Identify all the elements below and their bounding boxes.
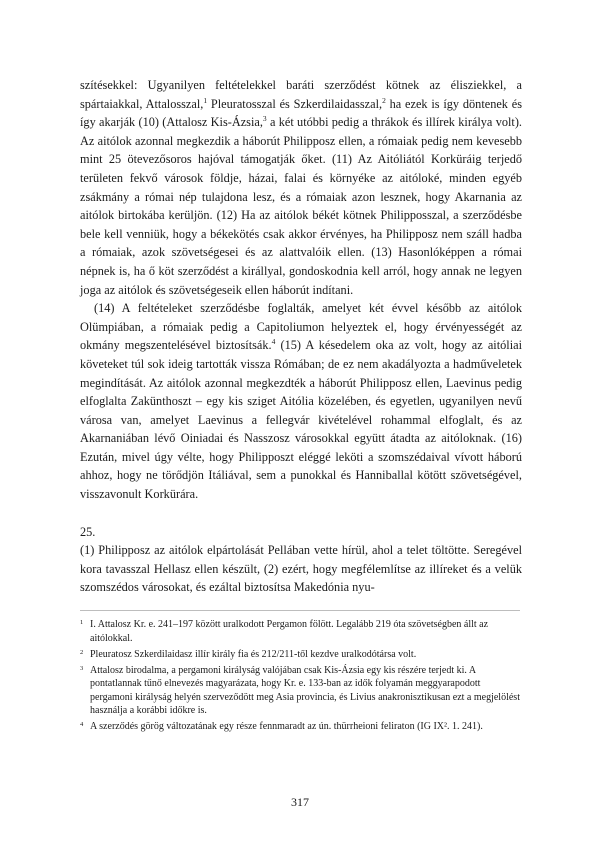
footnotes (80, 618, 522, 736)
section-number: 25. (80, 524, 96, 539)
footnote-text: Pleuratosz Szkerdilaidasz illír király fia és 212/211-től kezdve uralkodótársa volt. (90, 648, 417, 660)
paragraph-2-text-b: (15) A késedelem oka az volt, hogy az aitóliai követeket túl sok ideig tartották vissza Rómában; de ez nem akadályozta a hadműveletek megindítását. Az aitólok azonnal megkezdték a háborút Philipposz ellen, Laevinus pedig elfoglalta Zakünthoszt – egy kis sziget Aitólia közelében, és egyetlen, ugyanilyen nevű városa van, amelyet Laevinus a fellegvár kivételével rohammal elfoglalt, és az Akarnaniában lévő Oiniadai és Nasszosz városokkal együtt átadta az aitóloknak. (16) Ezután, mivel úgy vélte, hogy Philipposzt eléggé leköti a szomszédaival vívott háború ahhoz, hogy ne törődjön Itáliával, sem a punokkal és Hanniballal kötött szövetségével, visszavonult Korkürára. (80, 338, 522, 502)
paragraph-1 (80, 76, 522, 299)
paragraph-3: (1) Philipposz az aitólok elpártolását Pellában vette hírül, ahol a telet töltötte. Seregével kora tavasszal Hellasz ellen készült, (2) ezért, hogy megfélemlítse az illíreket és a velük szomszédos városokat, és ezáltal biztosítsa Makedónia nyu- (80, 543, 522, 595)
footnote-ref-1: 1 (203, 95, 208, 105)
footnote-text: I. Attalosz Kr. e. 241–197 között uralkodott Pergamon fölött. Legalább 219 óta szövetségben állt az aitólokkal. (90, 619, 489, 644)
footnote-text: A szerződés görög változatának egy része fennmaradt az ún. thürrheioni feliraton (IG IX². 1. 241). (90, 721, 483, 733)
page-number: 317 (291, 795, 309, 809)
footnote-text: Attalosz birodalma, a pergamoni királyság valójában csak Kis-Ázsia egy kis részére terjedt ki. A pontatlannak tűnő elnevezés magyarázata, hogy Kr. e. 133-ban az idők folyamán meggyarapodott pergamoni királyság helyén szerveződött meg Asia provincia, és Livius anakronisztikusan ezt a megjelölést használja a korábbi időkre is. (90, 664, 520, 717)
paragraph-1-text-b: Pleuratosszal és Szkerdilaidasszal, (207, 96, 383, 111)
paragraph-1-text-a: szítésekkel: Ugyanilyen feltételekkel baráti szerződést kötnek az élisziekkel, a spártaiakkal, Attalosszal, (80, 78, 522, 111)
footnote-ref-2: 2 (382, 95, 386, 105)
main-text (80, 76, 522, 597)
footnote-ref-3: 3 (262, 114, 267, 124)
footnote-2 (80, 648, 522, 662)
paragraph-2-text-a: (14) A feltételeket szerződésbe foglalták, amelyet két évvel később az aitólok Olümpiában, a rómaiak pedig a Capitoliumon helyeztek el, hogy érvényességét az okmány megszentelésével biztosítsák. (80, 301, 522, 353)
footnote-mark: 1 (80, 619, 84, 626)
footnote-mark: 3 (80, 664, 84, 672)
footnote-1 (80, 618, 522, 645)
footnote-3 (80, 664, 522, 718)
footnote-mark: 4 (80, 721, 84, 729)
paragraph-1-text-c: ha ezek is így döntenek és így akarják (10) (Attalosz Kis-Ázsia, (80, 96, 522, 130)
footnote-ref-4: 4 (271, 337, 276, 347)
footnote-divider (80, 610, 520, 611)
paragraph-1-text-d: a két utóbbi pedig a thrákok és illírek királya volt). Az aitólok azonnal megkezdik a háborút Philipposz ellen, a rómaiak pedig nem kevesebb mint 25 ötevezősoros hajóval támogatják őket. (11) Az Aitóliától Korküráig terjedő területen fekvő városok földje, házai, falai és környéke az aitóloké, minden egyéb zsákmány a római nép tulajdona lesz, és a rómaiak azon lesznek, hogy Akarnania az aitólok birtokába kerüljön. (12) Ha az aitólok békét kötnek Philipposszal, a szerződésbe bele kell venniük, hogy a békekötés csak akkor érvényes, ha Philipposz nem száll hadba a rómaiak, azok szövetségesei és az alattvalóik ellen. (13) Hasonlóképpen a római népnek is, ha ő köt szerződést a királlyal, gondoskodnia kell arról, hogy annak ne legyen joga az aitólok és szövetségeseik ellen háborút indítani. (80, 115, 522, 297)
footnote-4 (80, 720, 522, 734)
paragraph-2 (80, 299, 522, 504)
footnote-mark: 2 (80, 648, 84, 656)
